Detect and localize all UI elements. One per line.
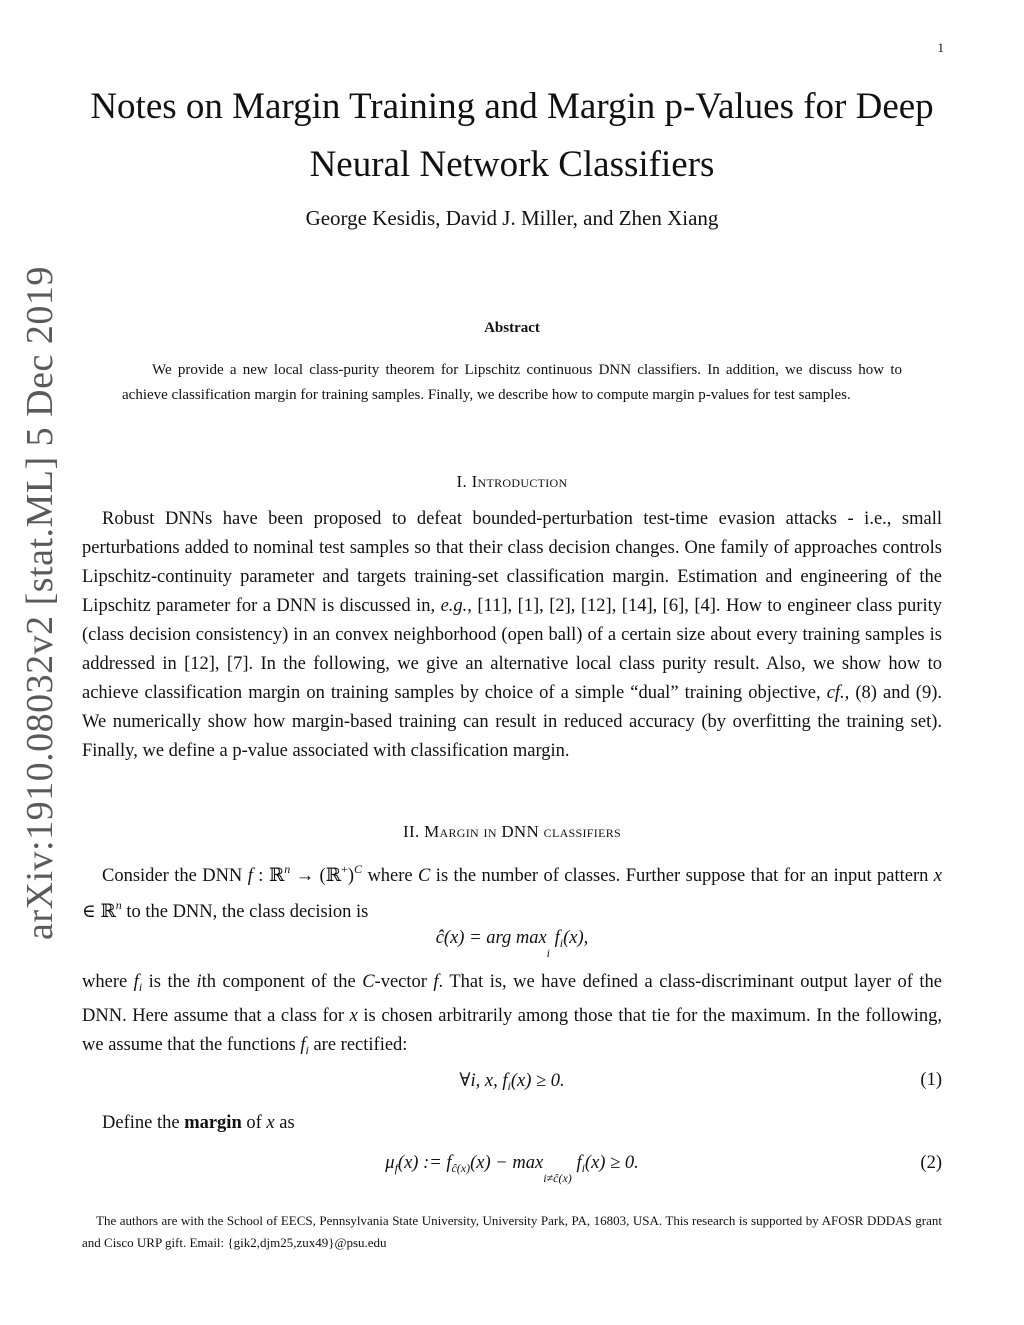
- math-symbol: f: [433, 972, 439, 992]
- text-run: of: [241, 1113, 267, 1133]
- section-numeral: I.: [456, 472, 467, 491]
- abstract-text: We provide a new local class-purity theorem for Lipschitz continuous DNN classifiers. In addition, we discuss how to achieve classification margin for training samples. Finally, we describe how to compute margin p-values for test samples.: [122, 362, 902, 403]
- component-paragraph: [82, 968, 942, 1065]
- equation-under-index: i≠ĉ(x): [543, 1171, 572, 1185]
- equation-content: (x) ≥ 0.: [584, 1153, 639, 1173]
- math-symbol: → (ℝ: [290, 866, 342, 886]
- arxiv-stamp: arXiv:1910.08032v2 [stat.ML] 5 Dec 2019: [19, 266, 61, 940]
- equation-lhs: μ: [385, 1153, 395, 1173]
- math-symbol: f: [247, 866, 253, 886]
- text-run: -vector: [374, 972, 434, 992]
- section-title-rest: argin in: [439, 822, 497, 841]
- equation-rhs-tail: (x),: [563, 928, 589, 948]
- math-symbol: ∈ ℝ: [82, 902, 116, 922]
- max-subscript: [547, 946, 550, 960]
- max-subscript: [543, 1171, 572, 1185]
- text-run: (8) and (9). We numerically show how margin-based training can result in reduced accuracy (by overfitting the training set). Finally, we define a p-value associated with classification margin.: [82, 683, 942, 761]
- math-symbol: C: [362, 972, 375, 992]
- math-symbol: f: [300, 1035, 306, 1055]
- section-title-first-letter: M: [424, 822, 440, 841]
- math-symbol: x: [349, 1006, 358, 1026]
- math-subscript: i: [138, 980, 143, 994]
- equation-content: f: [571, 1153, 582, 1173]
- text-run: to the DNN, the class decision is: [121, 902, 369, 922]
- section-heading-introduction: [60, 472, 964, 492]
- text-run: is chosen arbitrarily among those that tie for the maximum. In the following, we assume that the functions: [82, 1006, 942, 1055]
- equation-content: (x) := f: [397, 1153, 452, 1173]
- equation-subscript: i: [507, 1079, 511, 1093]
- math-superscript: n: [115, 898, 122, 912]
- math-symbol: C: [418, 866, 431, 886]
- text-run: where: [362, 866, 419, 886]
- text-run-italic: e.g.,: [440, 596, 472, 616]
- text-run: are rectified:: [308, 1035, 408, 1055]
- equation-subscript: ĉ(x): [451, 1161, 471, 1175]
- equation-content: (x) − max: [470, 1153, 544, 1173]
- text-run: is the: [142, 972, 197, 992]
- math-symbol: x: [266, 1113, 275, 1133]
- math-symbol: f: [133, 972, 139, 992]
- section-heading-margin: [60, 822, 964, 842]
- text-run: as: [274, 1113, 295, 1133]
- dnn-definition-paragraph: [82, 855, 942, 927]
- math-symbol: : ℝ: [252, 866, 285, 886]
- section-title-rest: classifiers: [543, 822, 621, 841]
- section-title-rest: ntroduction: [477, 472, 568, 491]
- text-run-italic: cf.,: [826, 683, 850, 703]
- math-symbol: ): [347, 866, 355, 886]
- author-list: George Kesidis, David J. Miller, and Zhen Xiang: [305, 206, 719, 230]
- equation-subscript: i: [559, 936, 564, 950]
- equation-number: (2): [920, 1153, 942, 1173]
- text-run: th component of the: [201, 972, 363, 992]
- math-superscript: C: [354, 862, 363, 876]
- equation-rhs: f: [554, 928, 560, 948]
- section-title-acronym: DNN: [501, 822, 540, 841]
- bold-term: margin: [184, 1113, 242, 1133]
- math-superscript: n: [284, 862, 291, 876]
- math-symbol: i: [196, 972, 202, 992]
- equation-subscript: f: [394, 1161, 398, 1175]
- text-run: [11], [1], [2], [12], [14], [6], [4]. How to engineer class purity (class decision consistency) in an convex neighborhood (open ball) of a certain size about every training samples is addressed in [12], [7]. In the following, we give an alternative local class purity result. Also, we show how to achieve classification margin on training samples by choice of a simple “dual” training objective,: [82, 596, 942, 703]
- section-numeral: II.: [403, 822, 420, 841]
- paper-title: Notes on Margin Training and Margin p-Values for Deep Neural Network Classifiers: [90, 86, 934, 185]
- equation-under-index: i: [546, 946, 550, 960]
- math-symbol: x: [933, 866, 943, 886]
- section-title-first-letter: I: [471, 472, 478, 491]
- equation-lhs: ĉ(x) = arg max: [435, 928, 547, 948]
- text-run: Consider the DNN: [102, 866, 248, 886]
- text-run: where: [82, 972, 134, 992]
- abstract-heading: Abstract: [484, 320, 540, 336]
- page-number: 1: [937, 40, 944, 55]
- equation-number: (1): [920, 1070, 942, 1090]
- text-run: Define the: [102, 1113, 185, 1133]
- equation-content: ∀i, x, f: [459, 1071, 508, 1091]
- text-run: Robust DNNs have been proposed to defeat bounded-perturbation test-time evasion attacks - i.e., small perturbations added to nominal test samples so that their class decision changes. One family of approaches controls Lipschitz-continuity parameter and targets training-set classification margin. Estimation and engineering of the Lipschitz parameter for a DNN is discussed in,: [82, 509, 942, 616]
- margin-definition-paragraph: [82, 1109, 942, 1138]
- introduction-paragraph: [82, 505, 942, 766]
- author-footnote: The authors are with the School of EECS, Pennsylvania State University, University Park, PA, 16803, USA. This research is supported by AFOSR DDDAS grant and Cisco URP gift. Email: {gik2,djm25,zux49}@psu.edu: [82, 1213, 942, 1250]
- math-superscript: +: [341, 862, 348, 876]
- equation-content: (x) ≥ 0.: [510, 1071, 565, 1091]
- text-run: . That is, we have defined a class-discriminant output layer of the DNN. Here assume that a class for: [82, 972, 942, 1026]
- equation-subscript: i: [581, 1161, 585, 1175]
- text-run: is the number of classes. Further suppose that for an input pattern: [430, 866, 934, 886]
- math-subscript: i: [305, 1043, 309, 1057]
